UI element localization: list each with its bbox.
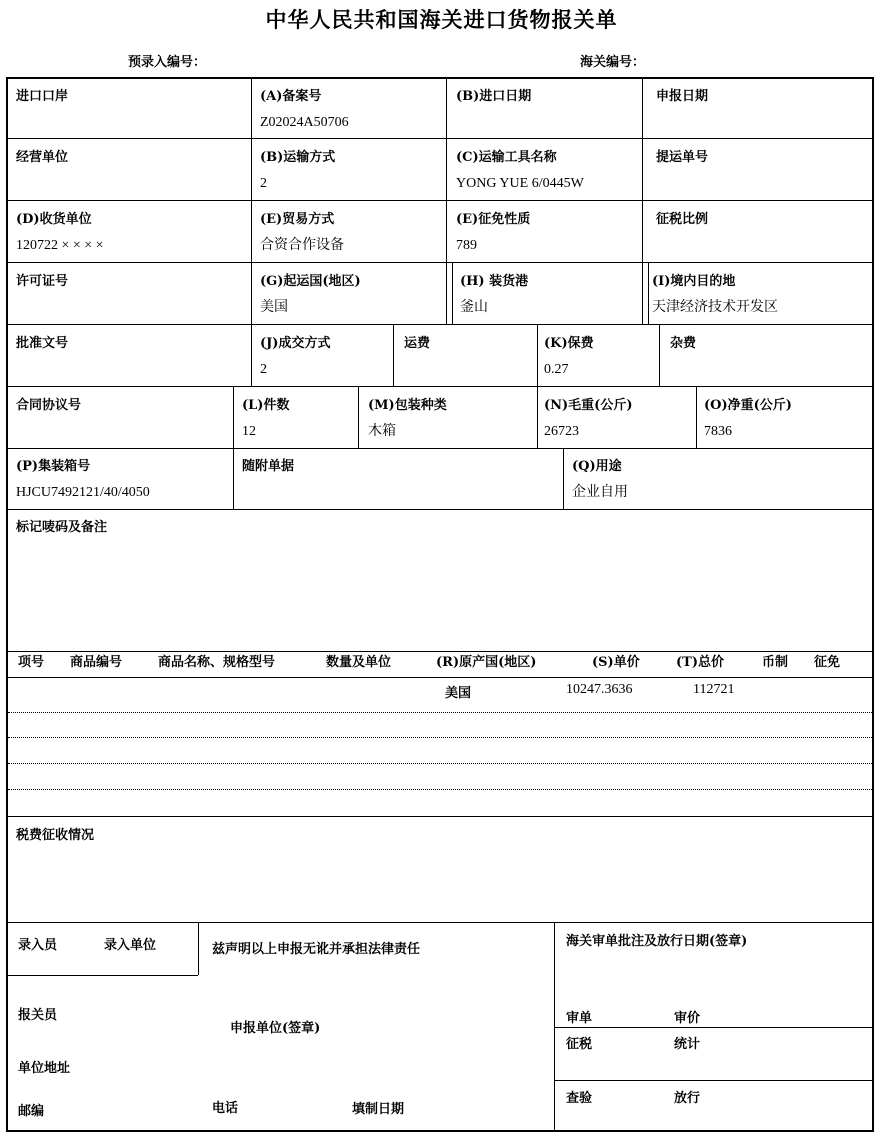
field-label: 放行 [674,1091,701,1106]
field-label: 单位地址 [18,1061,71,1076]
field-label: (O)净重(公斤) [704,398,792,413]
field-transport-mode[interactable] [260,145,335,197]
row-divider [8,262,872,263]
field-value: 2 [260,176,267,191]
goods-col-header: (T)总价 [676,655,724,670]
goods-col-header: (R)原产国(地区) [436,655,537,670]
fill-date-label[interactable] [352,1097,404,1123]
field-label: 录入员 [18,938,58,953]
field-label: (B)运输方式 [260,150,336,165]
field-label: (B)进口日期 [456,89,532,104]
col-divider [537,324,538,386]
field-container-no[interactable] [16,454,150,506]
field-label: 填制日期 [352,1102,405,1117]
col-divider [648,262,649,324]
field-contract-no[interactable] [16,393,81,419]
field-label: 查验 [566,1091,593,1106]
field-label: 批准文号 [16,336,69,351]
field-label: (H) 装货港 [460,274,529,289]
field-tax-collection[interactable] [16,823,94,849]
field-label: 报关员 [18,1008,58,1023]
field-trade-mode[interactable] [260,207,344,259]
pre-entry-no-label: 预录入编号： [128,55,207,70]
row-divider [8,448,872,449]
phone-label[interactable] [212,1096,238,1122]
field-net-weight[interactable] [704,393,792,445]
field-record-no[interactable] [260,84,349,136]
field-label: 审单 [566,1011,593,1026]
inspection-label[interactable] [566,1086,592,1112]
field-bill-of-lading[interactable] [656,145,708,171]
field-loading-port[interactable] [460,269,528,321]
row-divider [8,816,872,817]
price-review-label[interactable] [674,1006,700,1032]
row-divider [8,138,872,139]
field-value: 120722 × × × × [16,238,104,253]
field-value: 美国 [260,300,288,315]
field-value: Z02024A50706 [260,115,349,130]
field-declaration-date[interactable] [656,84,708,110]
field-value: 12 [242,424,256,439]
field-label: 海关审单批注及放行日期(签章) [566,934,748,949]
field-freight[interactable] [404,331,430,357]
field-label: 提运单号 [656,150,709,165]
goods-col-header: 商品编号 [70,655,123,670]
field-package-count[interactable] [242,393,289,445]
field-package-type[interactable] [368,393,447,445]
goods-col-header: 币制 [762,655,789,670]
col-divider [393,324,394,386]
field-label: 进口口岸 [16,89,69,104]
field-label: 随附单据 [242,459,295,474]
field-remarks[interactable] [16,515,107,541]
field-import-port[interactable] [16,84,68,110]
field-gross-weight[interactable] [544,393,633,445]
postcode-label[interactable] [18,1099,44,1125]
col-divider [233,386,234,509]
customs-approval-label[interactable] [566,929,747,955]
review-label[interactable] [566,1006,592,1032]
field-domestic-destination[interactable] [652,269,778,321]
field-tax-ratio[interactable] [656,207,708,233]
col-divider [563,448,564,509]
goods-row-divider [8,737,872,738]
declaring-unit-seal-label[interactable] [230,1016,320,1042]
row-divider [8,509,872,510]
field-label: 标记唛码及备注 [16,520,108,535]
field-value: 木箱 [368,424,396,439]
goods-total-price: 112721 [693,682,735,697]
field-value: 0.27 [544,362,569,377]
field-label: (E)贸易方式 [260,212,335,227]
customs-divider [554,1027,872,1028]
goods-origin: 美国 [445,686,472,701]
field-label: 审价 [674,1011,701,1026]
col-divider [358,386,359,448]
goods-row-divider [8,789,872,790]
field-origin-country[interactable] [260,269,361,321]
entry-clerk-label [18,933,57,959]
declarant-label[interactable] [18,1003,57,1029]
field-label: (D)收货单位 [16,212,92,227]
field-levy-nature[interactable] [456,207,530,259]
field-label: (I)境内目的地 [652,274,736,289]
field-label: 运费 [404,336,431,351]
field-label: (M)包装种类 [368,398,447,413]
field-label: 许可证号 [16,274,69,289]
field-transport-name[interactable] [456,145,584,197]
field-misc-fee[interactable] [670,331,696,357]
customs-divider [554,1080,872,1081]
field-label: (A)备案号 [260,89,322,104]
field-label: (K)保费 [544,336,594,351]
goods-col-header: 项号 [18,655,45,670]
field-value: 企业自用 [572,485,628,500]
goods-unit-price: 10247.3636 [566,682,633,697]
field-value: 合资合作设备 [260,238,344,253]
field-attached-documents[interactable] [242,454,294,480]
col-divider [554,922,555,1132]
field-label: 征税比例 [656,212,709,227]
field-approval-no[interactable] [16,331,68,357]
goods-col-header: 数量及单位 [326,655,392,670]
form-title: 中华人民共和国海关进口货物报关单 [265,7,618,32]
col-divider [696,386,697,448]
field-label: 合同协议号 [16,398,82,413]
field-label: 经营单位 [16,150,69,165]
field-label: 征税 [566,1037,593,1052]
col-divider [198,922,199,975]
field-label: (E)征免性质 [456,212,531,227]
field-import-date[interactable] [456,84,531,110]
field-label: 录入单位 [104,938,157,953]
field-label: (G)起运国(地区) [260,274,361,289]
customs-no-label: 海关编号： [580,55,646,70]
goods-col-header: 征免 [814,655,841,670]
col-divider [446,79,447,324]
entry-box-divider [8,975,198,976]
row-divider [8,324,872,325]
unit-address-label[interactable] [18,1056,70,1082]
field-label: (L)件数 [242,398,290,413]
row-divider [8,922,872,923]
field-purpose[interactable] [572,454,628,506]
col-divider [659,324,660,386]
field-label: 兹声明以上申报无讹并承担法律责任 [212,942,421,957]
goods-col-header: 商品名称、规格型号 [158,655,276,670]
goods-col-header: (S)单价 [592,655,640,670]
declaration-statement [212,937,420,963]
field-label: 杂费 [670,336,697,351]
field-value: 2 [260,362,267,377]
field-license-no[interactable] [16,269,68,295]
field-label: 申报日期 [656,89,709,104]
goods-row-divider [8,763,872,764]
field-consignee[interactable] [16,207,104,259]
col-divider [642,79,643,324]
field-label: (C)运输工具名称 [456,150,557,165]
goods-row-divider [8,712,872,713]
field-label: 税费征收情况 [16,828,95,843]
field-value: 26723 [544,424,579,439]
field-label: (Q)用途 [572,459,622,474]
tax-levy-label[interactable] [566,1032,592,1058]
col-divider [251,79,252,386]
row-divider [8,200,872,201]
field-label: (P)集装箱号 [16,459,91,474]
field-value: 天津经济技术开发区 [652,300,778,315]
release-label[interactable] [674,1086,700,1112]
field-operating-unit[interactable] [16,145,68,171]
col-divider [537,386,538,448]
field-label: 邮编 [18,1104,45,1119]
field-value: YONG YUE 6/0445W [456,176,584,191]
entry-unit-label [104,933,156,959]
field-value: 789 [456,238,477,253]
field-value: 7836 [704,424,732,439]
field-insurance[interactable] [544,331,594,383]
col-divider [452,262,453,324]
declaration-form [6,77,874,1132]
statistics-label[interactable] [674,1032,700,1058]
field-value: HJCU7492121/40/4050 [16,485,150,500]
field-label: 申报单位(签章) [230,1021,321,1036]
field-label: (N)毛重(公斤) [544,398,633,413]
row-divider [8,386,872,387]
field-deal-mode[interactable] [260,331,330,383]
field-value: 釜山 [460,300,488,315]
field-label: (J)成交方式 [260,336,331,351]
field-label: 统计 [674,1037,701,1052]
row-divider [8,677,872,678]
field-label: 电话 [212,1101,239,1116]
